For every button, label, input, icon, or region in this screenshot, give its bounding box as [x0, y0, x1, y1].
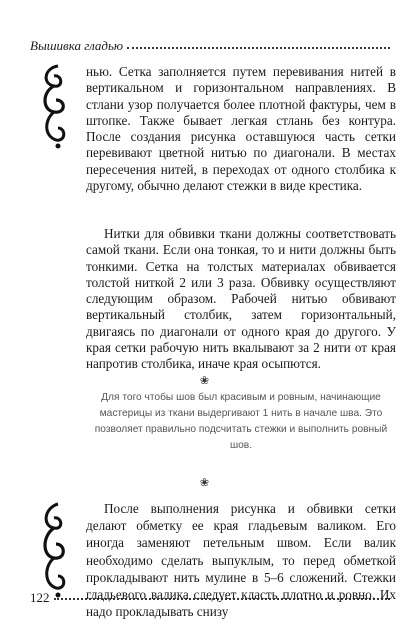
- divider-glyph-2: ❀: [199, 477, 211, 489]
- page-number: 122: [30, 590, 50, 605]
- running-header: [30, 38, 390, 54]
- divider-ornament-icon: [0, 374, 410, 387]
- paragraph-section-2: [86, 226, 396, 373]
- ornament-icon-top: [36, 62, 72, 150]
- ornament-icon-bottom: [36, 500, 72, 600]
- paragraph-1: нью. Сетка заполняется путем перевивания нитей в вертикальном и горизонтальном направлениях. В стлани узор получается более плотной фактуры, чем в штопке. Также бывает легкая стлань без контура. После создания рисунка оставшуюся часть сетки перевивают цветной нитью по диагонали. В местах пересечения нитей, в переходах от одного столбика к другому, обычно делают стежки в виде крестика.: [86, 64, 396, 194]
- header-title: Вышивка гладью: [30, 38, 124, 53]
- footer-dotted-rule: [54, 598, 391, 600]
- paragraph-2: Нитки для обвивки ткани должны соответствовать самой ткани. Если она тонкая, то и нити должны быть тонкими. Сетка на толстых материалах обвивается толстой ниткой 2 или 3 раза. Обвивку осуществляют следующим образом. Рабочей нитью обвивают вертикальный столбик, затем горизонтальный, двигаясь по диагонали от одного края до другого. У края сетки рабочую нить вкалывают за 2 нити от края напротив столбика, иначе края осыпются.: [86, 226, 396, 372]
- paragraph-continuation: [86, 64, 396, 194]
- header-dotted-rule: [127, 47, 390, 49]
- page-footer: [30, 590, 390, 606]
- tip-note: Для того чтобы шов был красивым и ровным, начинающие мастерицы из ткани выдергивают 1 нить в начале шва. Это позволяет правильно подсчитать стежки и выполнить ровный шов.: [94, 392, 388, 451]
- divider-glyph: ❀: [199, 375, 211, 387]
- divider-ornament-icon-2: [0, 476, 410, 489]
- paragraph-3: После выполнения рисунка и обвивки сетки делают обметку ее края гладьевым валиком. Его иногда заменяют петельным швом. Если валик необходимо сделать выпуклым, то перед обметкой прокладывают нить мулине в 5–6 сложений. Стежки гладьевого валика следует класть плотно и ровно. Их надо прокладывать снизу: [86, 501, 396, 620]
